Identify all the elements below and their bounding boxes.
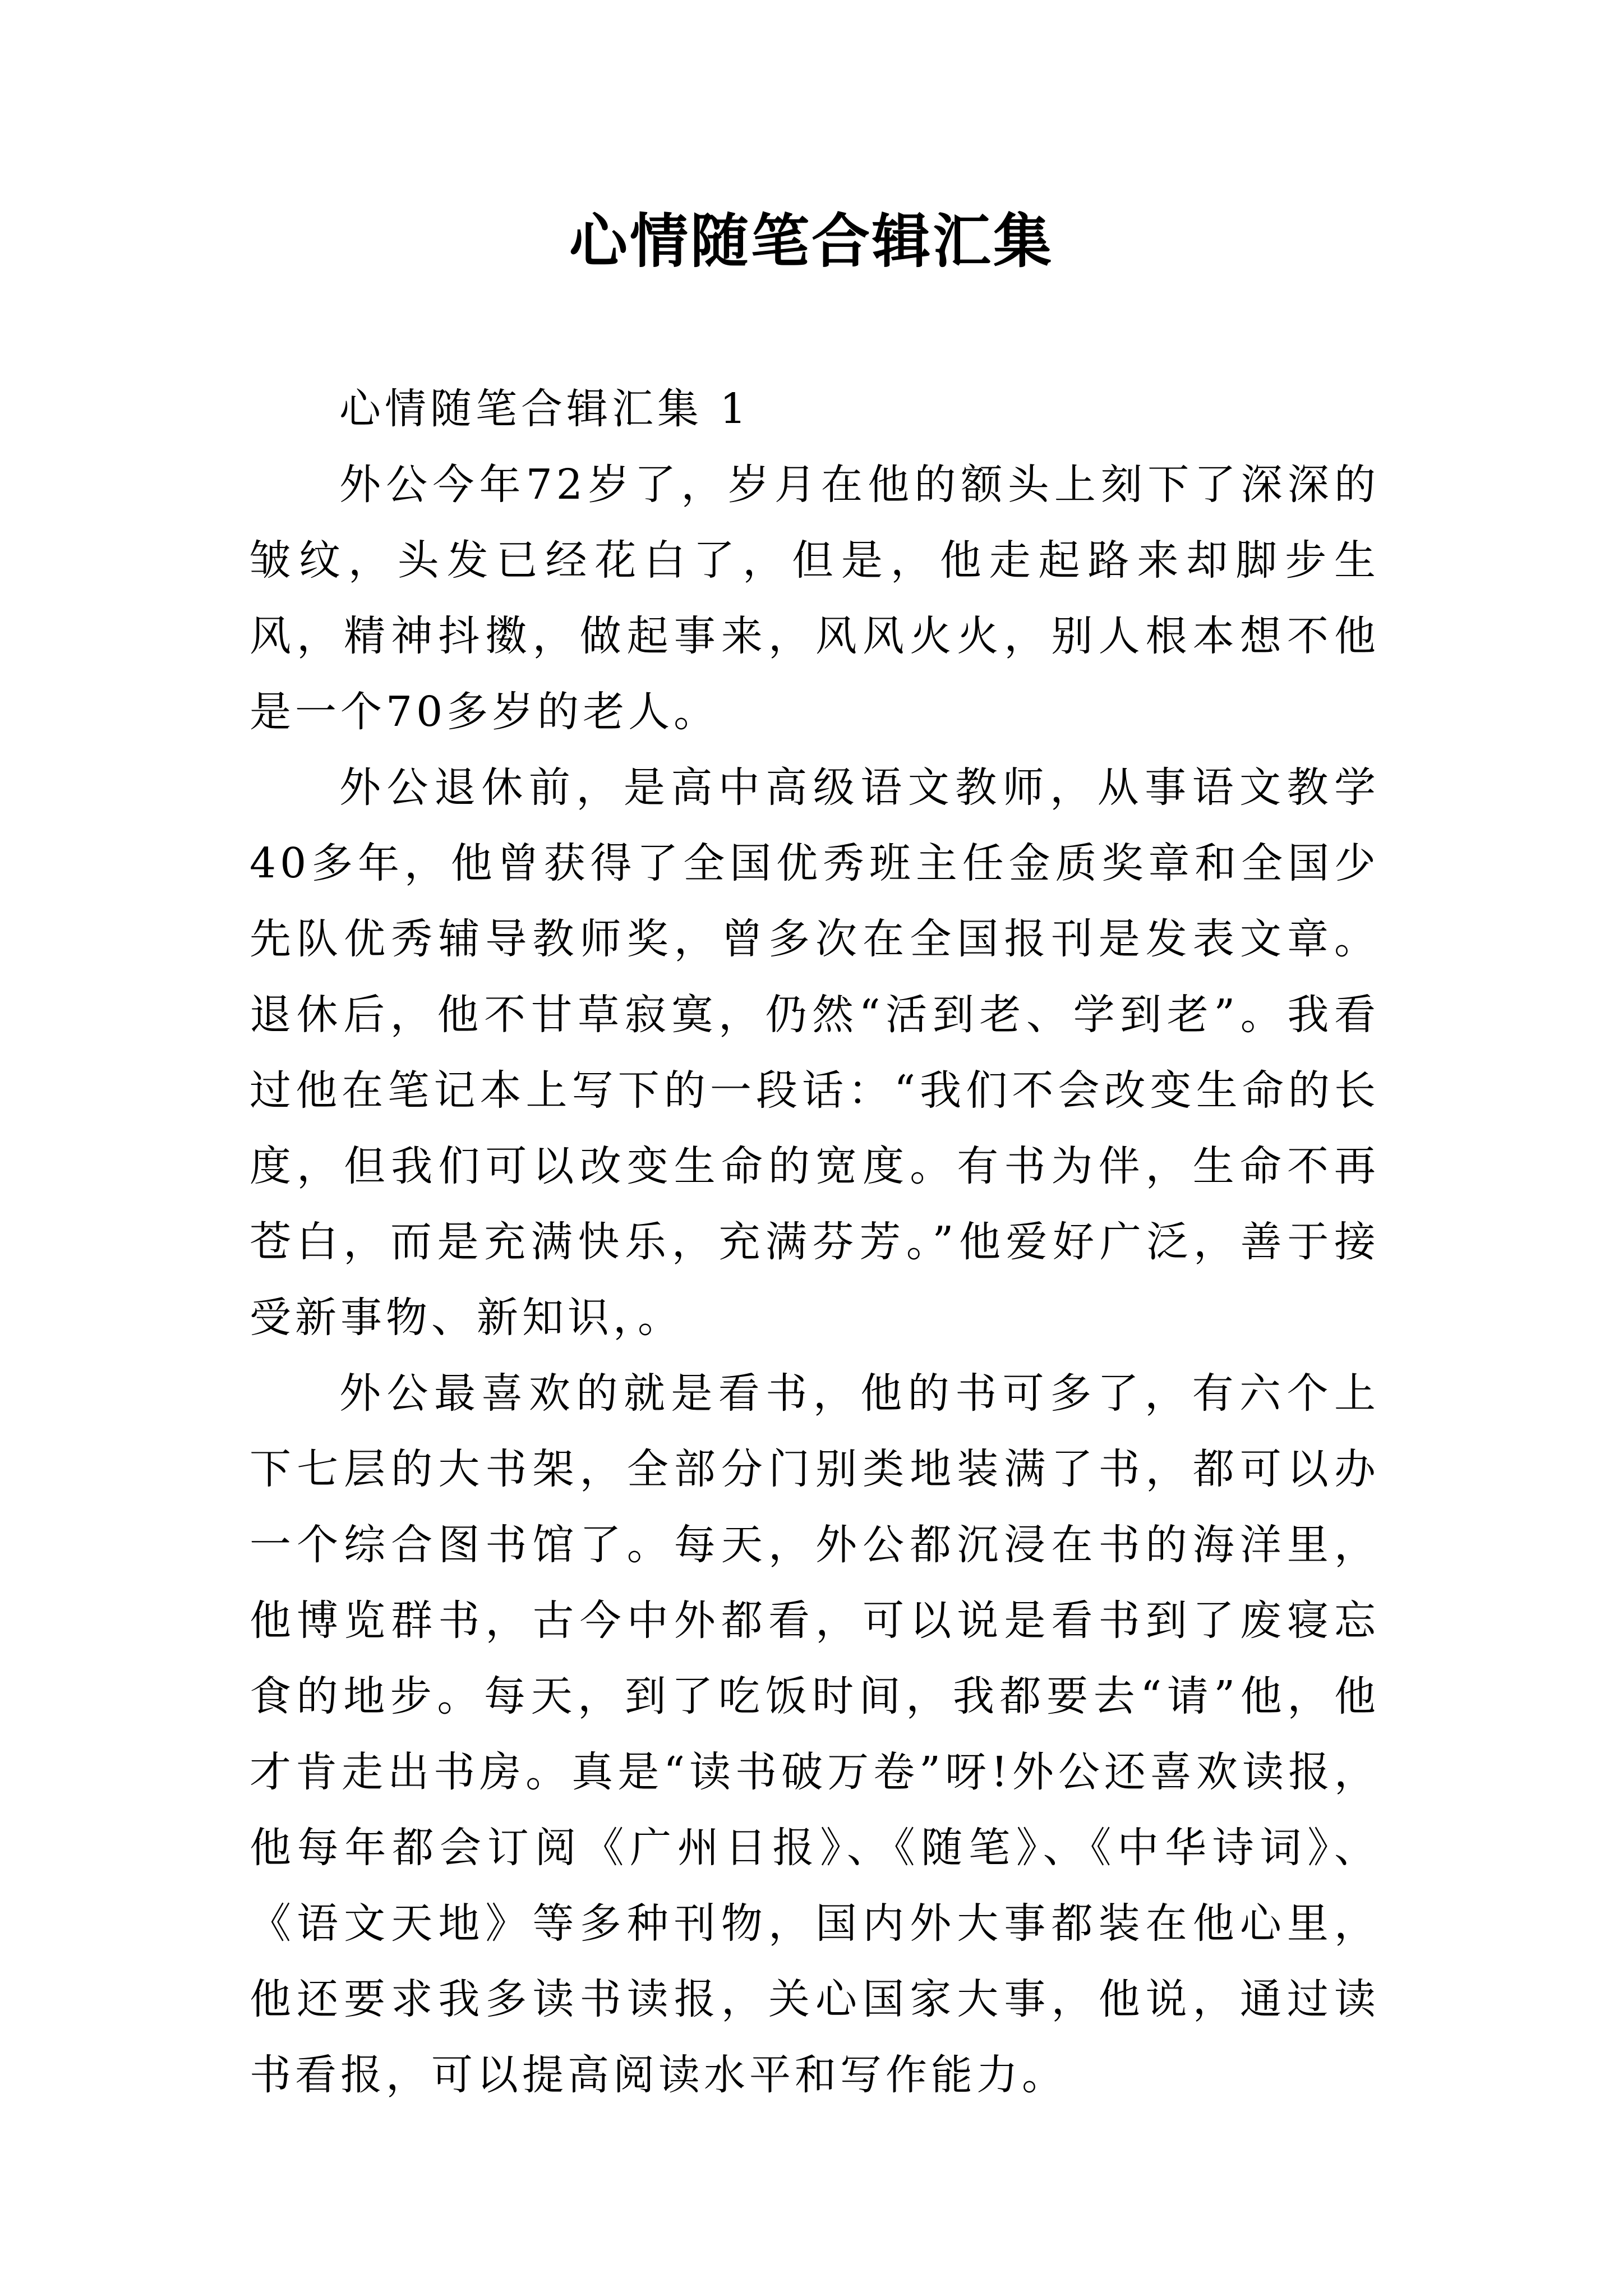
document-body: [250, 371, 1380, 2113]
paragraph: 外公今年72岁了，岁月在他的额头上刻下了深深的皱纹，头发已经花白了，但是，他走起路来却脚步生风，精神抖擞，做起事来，风风火火，别人根本想不他是一个70多岁的老人。: [250, 461, 1380, 736]
paragraph: 外公退休前，是高中高级语文教师，从事语文教学40多年，他曾获得了全国优秀班主任金质奖章和全国少先队优秀辅导教师奖，曾多次在全国报刊是发表文章。退休后，他不甘草寂寞，仍然“活到老、学到老”。我看过他在笔记本上写下的一段话：“我们不会改变生命的长度，但我们可以改变生命的宽度。有书为伴，生命不再苍白，而是充满快乐，充满芬芳。”他爱好广泛，善于接受新事物、新知识，。: [250, 763, 1380, 1342]
paragraph: 外公最喜欢的就是看书，他的书可多了，有六个上下七层的大书架，全部分门别类地装满了书，都可以办一个综合图书馆了。每天，外公都沉浸在书的海洋里，他博览群书，古今中外都看，可以说是看书到了废寝忘食的地步。每天，到了吃饭时间，我都要去“请”他，他才肯走出书房。真是“读书破万卷”呀!外公还喜欢读报，他每年都会订阅《广州日报》、《随笔》、《中华诗词》、《语文天地》等多种刊物，国内外大事都装在他心里，他还要求我多读书读报，关心国家大事，他说，通过读书看报，可以提高阅读水平和写作能力。: [250, 1369, 1380, 2099]
document-title: 心情随笔合辑汇集: [569, 206, 1054, 275]
section-heading: 心情随笔合辑汇集 1: [339, 385, 750, 433]
